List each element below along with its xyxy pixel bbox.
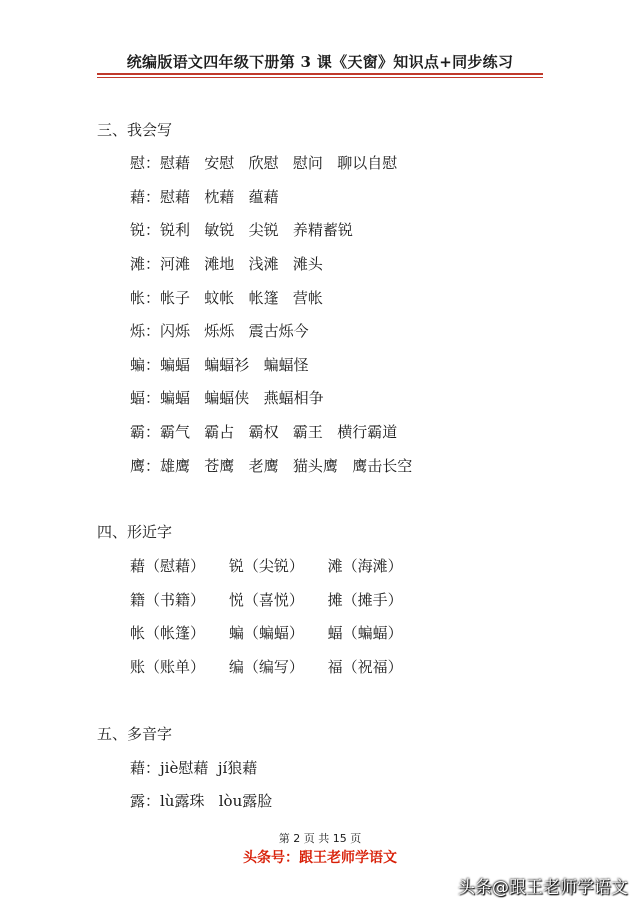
- header-rule-thin: [97, 77, 543, 78]
- write-line: 霸：霸气 霸占 霸权 霸王 横行霸道: [130, 423, 398, 441]
- header-rule: [97, 73, 543, 75]
- page-number: 第 2 页 共 15 页: [278, 832, 362, 845]
- similar-line: 账（账单） 编（编写） 福（祝福）: [130, 658, 403, 676]
- write-line: 烁：闪烁 烁烁 震古烁今: [130, 322, 309, 340]
- write-line: 帐：帐子 蚊帐 帐篷 营帐: [130, 289, 323, 307]
- polyphone-line: 露：lù露珠 lòu露脸: [130, 792, 273, 810]
- write-line: 藉：慰藉 枕藉 蕴藉: [130, 188, 279, 206]
- write-line: 锐：锐利 敏锐 尖锐 养精蓄锐: [130, 221, 353, 239]
- watermark: 头条@跟王老师学语文: [458, 878, 628, 898]
- section-title-write: 三、我会写: [97, 121, 173, 139]
- write-line: 蝙：蝙蝠 蝙蝠衫 蝙蝠怪: [130, 356, 309, 374]
- write-line: 蝠：蝙蝠 蝙蝠侠 燕蝠相争: [130, 389, 324, 407]
- similar-line: 帐（帐篷） 蝙（蝙蝠） 蝠（蝙蝠）: [130, 624, 403, 642]
- write-line: 慰：慰藉 安慰 欣慰 慰问 聊以自慰: [130, 154, 398, 172]
- write-line: 滩：河滩 滩地 浅滩 滩头: [130, 255, 323, 273]
- footer-brand: 头条号：跟王老师学语文: [243, 850, 397, 866]
- write-line: 鹰：雄鹰 苍鹰 老鹰 猫头鹰 鹰击长空: [130, 457, 413, 475]
- header-title: 统编版语文四年级下册第 3 课《天窗》知识点+同步练习: [126, 53, 514, 71]
- section-title-polyphone: 五、多音字: [97, 725, 173, 743]
- section-title-similar: 四、形近字: [97, 523, 173, 541]
- similar-line: 籍（书籍） 悦（喜悦） 摊（摊手）: [130, 591, 403, 609]
- polyphone-line: 藉：jiè慰藉 jí狼藉: [130, 759, 258, 777]
- similar-line: 藉（慰藉） 锐（尖锐） 滩（海滩）: [130, 557, 403, 575]
